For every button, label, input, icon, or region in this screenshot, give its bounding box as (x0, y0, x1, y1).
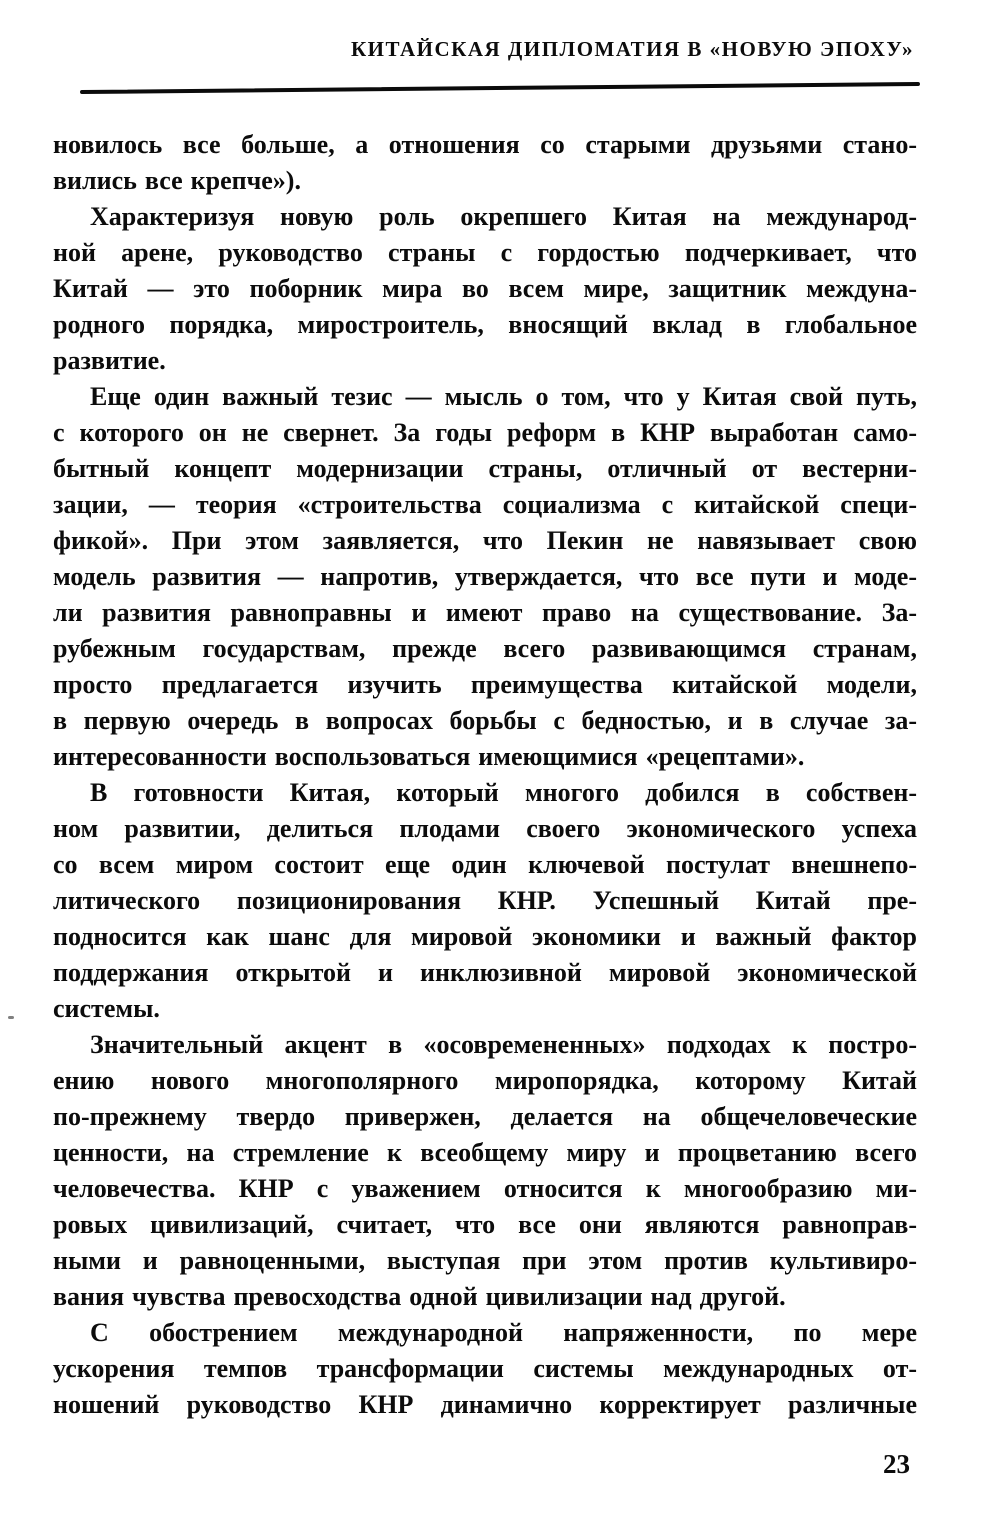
text-line: рубежным государствам, прежде всего развивающимся странам, (53, 634, 917, 663)
text-line: ной арене, руководство страны с гордостью подчеркивает, что (53, 238, 917, 267)
text-line: новилось все больше, а отношения со старыми друзьями стано- (53, 130, 917, 159)
text-line: С обострением международной напряженности, по мере (90, 1318, 917, 1347)
paragraph (53, 379, 917, 775)
text-line: родного порядка, миростроитель, вносящий вклад в глобальное (53, 310, 917, 339)
text-line: Значительный акцент в «осовремененных» подходах к постро- (90, 1030, 917, 1059)
text-line: системы. (53, 994, 160, 1023)
paragraph (53, 199, 917, 379)
text-line: в первую очередь в вопросах борьбы с бедностью, и в случае за- (53, 706, 917, 735)
text-line: интересованности воспользоваться имеющимися «рецептами». (53, 742, 805, 771)
text-line: с которого он не свернет. За годы реформ в КНР выработан само- (53, 418, 917, 447)
paragraph (53, 1315, 917, 1423)
text-line: ению нового многополярного миропорядка, которому Китай (53, 1066, 917, 1095)
text-line: просто предлагается изучить преимущества китайской модели, (53, 670, 917, 699)
text-line: ношений руководство КНР динамично корректирует различные (53, 1390, 917, 1419)
header-rule (80, 82, 920, 94)
text-line: ровых цивилизаций, считает, что все они являются равноправ- (53, 1210, 917, 1239)
paragraph (53, 127, 917, 199)
scan-speck (8, 1016, 14, 1019)
text-line: Характеризуя новую роль окрепшего Китая на международ- (90, 202, 917, 231)
text-line: по-прежнему твердо привержен, делается на общечеловеческие (53, 1102, 917, 1131)
text-line: бытный концепт модернизации страны, отличный от вестерни- (53, 454, 917, 483)
paragraph (53, 775, 917, 1027)
text-line: развитие. (53, 346, 166, 375)
text-line: вились все крепче»). (53, 166, 301, 195)
text-line: фикой». При этом заявляется, что Пекин не навязывает свою (53, 526, 917, 555)
text-line: поддержания открытой и инклюзивной мировой экономической (53, 958, 917, 987)
page-number: 23 (883, 1449, 910, 1479)
text-line: вания чувства превосходства одной цивилизации над другой. (53, 1282, 786, 1311)
running-head-title: КИТАЙСКАЯ ДИПЛОМАТИЯ В «НОВУЮ ЭПОХУ» (350, 37, 914, 61)
text-line: человечества. КНР с уважением относится к многообразию ми- (53, 1174, 917, 1203)
text-line: В готовности Китая, который многого добился в собствен- (90, 778, 917, 807)
text-line: ными и равноценными, выступая при этом против культивиро- (53, 1246, 917, 1275)
text-line: Китай — это поборник мира во всем мире, защитник междуна- (53, 274, 917, 303)
page-body (53, 127, 917, 1423)
text-line: подносится как шанс для мировой экономики и важный фактор (53, 922, 917, 951)
text-line: со всем миром состоит еще один ключевой постулат внешнепо- (53, 850, 917, 879)
text-line: ном развитии, делиться плодами своего экономического успеха (53, 814, 917, 843)
text-line: ценности, на стремление к всеобщему миру и процветанию всего (53, 1138, 917, 1167)
text-line: Еще один важный тезис — мысль о том, что у Китая свой путь, (90, 382, 917, 411)
text-line: ускорения темпов трансформации системы международных от- (53, 1354, 917, 1383)
text-line: литического позиционирования КНР. Успешный Китай пре- (53, 886, 917, 915)
text-line: ли развития равноправны и имеют право на существование. За- (53, 598, 917, 627)
text-line: модель развития — напротив, утверждается, что все пути и моде- (53, 562, 917, 591)
paragraph (53, 1027, 917, 1315)
text-line: зации, — теория «строительства социализма с китайской специ- (53, 490, 917, 519)
